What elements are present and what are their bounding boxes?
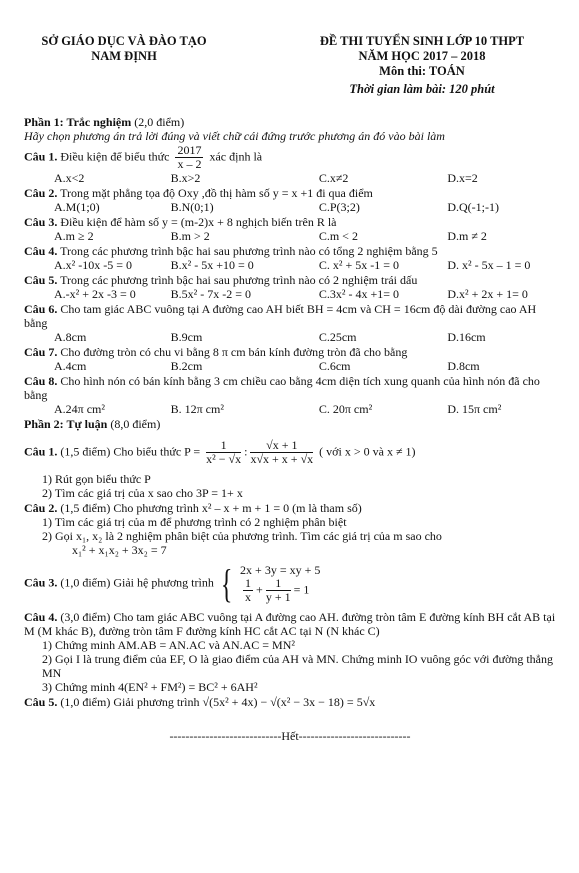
question-label: Câu 1. [24,149,58,164]
mc-question-4 [24,244,556,258]
essay-question-5 [24,695,556,709]
essay-2-condition: x₁² + x₁x₂ + 3x₂ = 7 [72,543,167,557]
mc-question-6 [24,302,556,330]
question-text: Cho hình nón có bán kính bằng 3 cm chiều cao bằng 4cm diện tích xung quanh của hình nón đã cho bằng [24,374,540,402]
question-label: Câu 3. [24,215,58,229]
fraction-numerator: 1 [266,577,291,591]
essay-question-1 [24,439,556,466]
option-a: A.x² -10x -5 = 0 [54,258,133,272]
fraction [243,577,253,604]
question-text: (1,5 điểm) Cho biểu thức P = [60,444,201,459]
question-label: Câu 4. [24,610,58,624]
mc-question-2 [24,186,556,200]
part2-heading [24,417,556,431]
option-d: D. 15π cm² [447,402,502,416]
question-text: Cho đường tròn có chu vi bằng 8 π cm bán kính đường tròn đã cho bằng [60,345,408,359]
part1-points: (2,0 điểm) [134,115,185,129]
essay-1-part-1: 1) Rút gọn biểu thức P [42,472,151,486]
option-c: C. 20π cm² [318,402,373,416]
province-name: NAM ĐỊNH [91,49,157,63]
part1-heading [24,115,556,129]
question-label: Câu 2. [24,501,58,515]
question-text: (1,0 điểm) Giải hệ phương trình [60,575,214,590]
mc-options-4 [24,258,556,272]
question-label: Câu 7. [24,345,58,359]
essay-4-part-1: 1) Chứng minh AM.AB = AN.AC và AN.AC = MN² [42,638,295,652]
fraction-numerator: 1 [245,576,252,590]
option-a: A.8cm [54,330,87,344]
fraction-denominator: x [245,590,252,604]
option-d: D.m ≠ 2 [447,229,487,243]
mc-question-1 [24,144,556,171]
question-text: (3,0 điểm) Cho tam giác ABC vuông tại A đường cao AH. đường tròn tâm E đường kính BH cắt AB tại M (M khác B), đường tròn tâm F đường kính HC cắt AC tại N (N khác C) [24,610,556,638]
question-text-tail: xác định là [209,149,263,164]
fraction [206,439,241,466]
essay-question-2 [24,501,556,515]
option-d: D.x² + 2x + 1= 0 [447,287,528,301]
fraction-denominator: x² − √x [206,452,242,466]
option-a: A.-x² + 2x -3 = 0 [54,287,136,301]
essay-4-part-3: 3) Chứng minh 4(EN² + FM²) = BC² + 6AH² [42,680,258,694]
question-label: Câu 4. [24,244,58,258]
option-a: A.x<2 [54,171,85,185]
mc-options-1 [24,171,556,185]
mc-question-8 [24,374,556,402]
header-left [24,34,224,97]
question-label: Câu 6. [24,302,58,316]
option-b: B.x² - 5x +10 = 0 [170,258,254,272]
fraction-numerator: 2017 [177,143,202,157]
exam-header [24,34,556,97]
fraction-numerator: 1 [206,439,241,453]
fraction-denominator: y + 1 [265,590,291,604]
subject: Môn thi: TOÁN [379,64,465,78]
option-a: A.4cm [54,359,87,373]
option-a: A.24π cm² [54,402,105,416]
option-b: B.5x² - 7x -2 = 0 [170,287,251,301]
question-label: Câu 1. [24,444,58,459]
question-text: Trong các phương trình bậc hai sau phương trình nào có tổng 2 nghiệm bằng 5 [60,244,438,258]
fraction-denominator: x – 2 [177,157,202,171]
essay-question-4 [24,610,556,638]
fraction [250,439,313,466]
condition-text: ( với x > 0 và x ≠ 1) [319,444,416,459]
fraction [175,144,203,171]
part1-title: Phần 1: Trắc nghiệm [24,115,132,129]
header-right [282,34,562,97]
mc-question-5 [24,273,556,287]
option-b: B.m > 2 [170,229,210,243]
option-d: D. x² - 5x – 1 = 0 [447,258,531,272]
essay-question-3 [24,560,556,606]
option-d: D.Q(-1;-1) [447,200,499,214]
option-b: B.2cm [170,359,203,373]
end-marker: ----------------------------Hết---------------------------- [169,729,411,743]
question-label: Câu 3. [24,575,58,590]
question-text: Điều kiện để hàm số y = (m-2)x + 8 nghịch biến trên R là [60,215,337,229]
option-b: B.N(0;1) [170,200,214,214]
equation-1: 2x + 3y = xy + 5 [240,563,321,577]
school-year: NĂM HỌC 2017 – 2018 [358,49,486,63]
equation-system [217,560,321,606]
part2-points: (8,0 điểm) [110,417,161,431]
mc-question-3 [24,215,556,229]
mc-question-7 [24,345,556,359]
fraction-denominator: x√x + x + √x [250,452,314,466]
option-d: D.16cm [447,330,486,344]
option-c: C.3x² - 4x +1= 0 [318,287,399,301]
exam-page [24,34,556,744]
equation-lines [240,563,320,604]
option-b: B.x>2 [170,171,201,185]
question-text: Trong các phương trình bậc hai sau phương trình nào có 2 nghiệm trái dấu [60,273,418,287]
option-c: C. x² + 5x -1 = 0 [318,258,399,272]
option-b: B. 12π cm² [170,402,224,416]
question-label: Câu 8. [24,374,58,388]
equation-2: $\frac{1}{x}$ + $\frac{1}{y + 1}$ = 1 [245,576,310,604]
option-c: C.x≠2 [318,171,349,185]
option-c: C.P(3;2) [318,200,360,214]
option-d: D.8cm [447,359,480,373]
question-text: Trong mặt phẳng tọa độ Oxy ,đồ thị hàm số y = x +1 đi qua điểm [60,186,373,200]
mc-options-7 [24,359,556,373]
question-text: Cho tam giác ABC vuông tại A đường cao AH biết BH = 4cm và CH = 16cm độ dài đường cao AH bằng [24,302,537,330]
option-c: C.25cm [318,330,357,344]
question-label: Câu 2. [24,186,58,200]
fraction-numerator: √x + 1 [250,439,313,453]
essay-2-part-2: 2) Gọi x₁, x₂ là 2 nghiệm phân biệt của phương trình. Tìm các giá trị của m sao cho [42,529,442,543]
equation-rhs: = 1 [293,582,310,597]
question-text: (1,0 điểm) Giải phương trình √(5x² + 4x) − √(x² − 3x − 18) = 5√x [60,695,376,709]
mc-options-3 [24,229,556,243]
exam-title: ĐỀ THI TUYỂN SINH LỚP 10 THPT [319,34,525,48]
mc-options-2 [24,200,556,214]
part1-instruction: Hãy chọn phương án trả lời đúng và viết chữ cái đứng trước phương án đó vào bài làm [24,129,445,143]
essay-2-part-1: 1) Tìm các giá trị của m để phương trình có 2 nghiệm phân biệt [42,515,347,529]
fraction [266,577,291,604]
mc-options-5 [24,287,556,301]
mc-options-8 [24,402,556,416]
divide-sign: : [244,444,248,459]
option-d: D.x=2 [447,171,478,185]
question-label: Câu 5. [24,695,58,709]
question-label: Câu 5. [24,273,58,287]
mc-options-6 [24,330,556,344]
essay-1-part-2: 2) Tìm các giá trị của x sao cho 3P = 1+ x [42,486,243,500]
option-a: A.m ≥ 2 [54,229,94,243]
question-text: Điều kiện để biểu thức [60,149,170,164]
option-a: A.M(1;0) [54,200,100,214]
part2-title: Phần 2: Tự luận [24,417,108,431]
essay-4-part-2: 2) Gọi I là trung điểm của EF, O là giao điểm của AH và MN. Chứng minh IO vuông góc với đường thẳng MN [42,652,553,680]
time-allowed: Thời gian làm bài: 120 phút [349,82,495,96]
option-c: C.6cm [318,359,351,373]
department-name: SỞ GIÁO DỤC VÀ ĐÀO TẠO [41,34,207,48]
option-c: C.m < 2 [318,229,358,243]
brace-icon: { [220,560,233,606]
option-b: B.9cm [170,330,203,344]
question-text: (1,5 điểm) Cho phương trình x² – x + m + 1 = 0 (m là tham số) [60,501,362,515]
